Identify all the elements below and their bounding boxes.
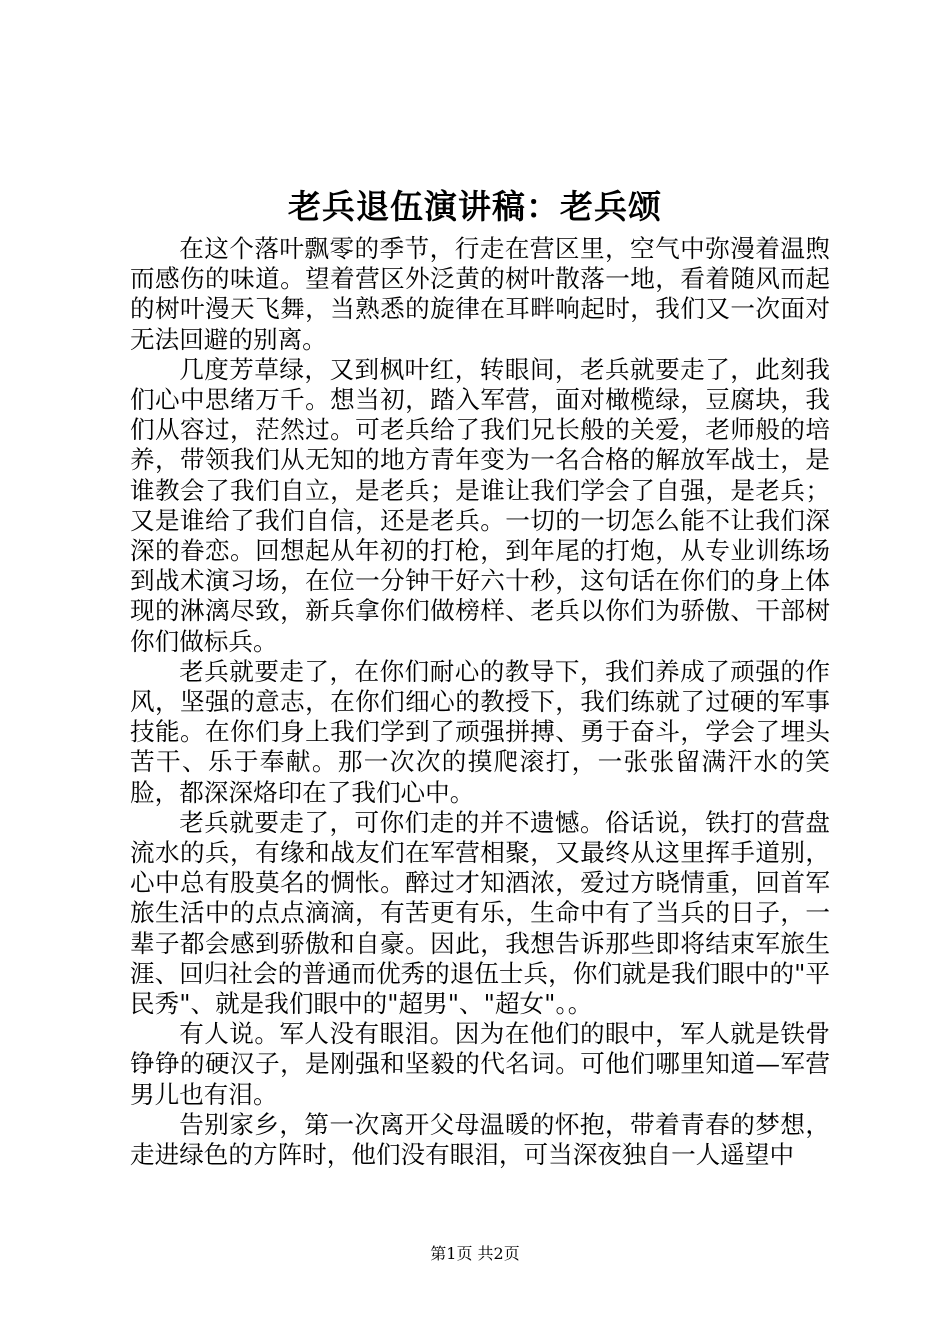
paragraph-3: 老兵就要走了，在你们耐心的教导下，我们养成了顽强的作风，坚强的意志，在你们细心的教授下，我们练就了过硬的军事技能。在你们身上我们学到了顽强拼搏、勇于奋斗，学会了埋头苦干、乐于奉献。那一次次的摸爬滚打，一张张留满汗水的笑脸，都深深烙印在了我们心中。 bbox=[130, 656, 830, 807]
page-number-footer: 第1页 共2页 bbox=[430, 1244, 520, 1263]
paragraph-5: 有人说。军人没有眼泪。因为在他们的眼中，军人就是铁骨铮铮的硬汉子，是刚强和坚毅的代名词。可他们哪里知道—军营男儿也有泪。 bbox=[130, 1019, 830, 1109]
paragraph-6: 告别家乡，第一次离开父母温暖的怀抱，带着青春的梦想，走进绿色的方阵时，他们没有眼泪，可当深夜独自一人遥望中 bbox=[130, 1109, 830, 1170]
paragraph-1: 在这个落叶飘零的季节，行走在营区里，空气中弥漫着温煦而感伤的味道。望着营区外泛黄的树叶散落一地，看着随风而起的树叶漫天飞舞，当熟悉的旋律在耳畔响起时，我们又一次面对无法回避的别离。 bbox=[130, 234, 830, 354]
document-body bbox=[130, 234, 830, 1170]
paragraph-4: 老兵就要走了，可你们走的并不遗憾。俗话说，铁打的营盘流水的兵，有缘和战友们在军营相聚，又最终从这里挥手道别，心中总有股莫名的惆怅。醉过才知酒浓，爱过方晓情重，回首军旅生活中的点点滴滴，有苦更有乐，生命中有了当兵的日子，一辈子都会感到骄傲和自豪。因此，我想告诉那些即将结束军旅生涯、回归社会的普通而优秀的退伍士兵，你们就是我们眼中的"平民秀"、就是我们眼中的"超男"、"超女"。。 bbox=[130, 807, 830, 1019]
paragraph-2: 几度芳草绿，又到枫叶红，转眼间，老兵就要走了，此刻我们心中思绪万千。想当初，踏入军营，面对橄榄绿，豆腐块，我们从容过，茫然过。可老兵给了我们兄长般的关爱，老师般的培养，带领我们从无知的地方青年变为一名合格的解放军战士，是谁教会了我们自立，是老兵；是谁让我们学会了自强，是老兵；又是谁给了我们自信，还是老兵。一切的一切怎么能不让我们深深的眷恋。回想起从年初的打枪，到年尾的打炮，从专业训练场到战术演习场，在位一分钟干好六十秒，这句话在你们的身上体现的淋漓尽致，新兵拿你们做榜样、老兵以你们为骄傲、干部树你们做标兵。 bbox=[130, 354, 830, 656]
page-title: 老兵退伍演讲稿：老兵颂 bbox=[288, 187, 662, 226]
